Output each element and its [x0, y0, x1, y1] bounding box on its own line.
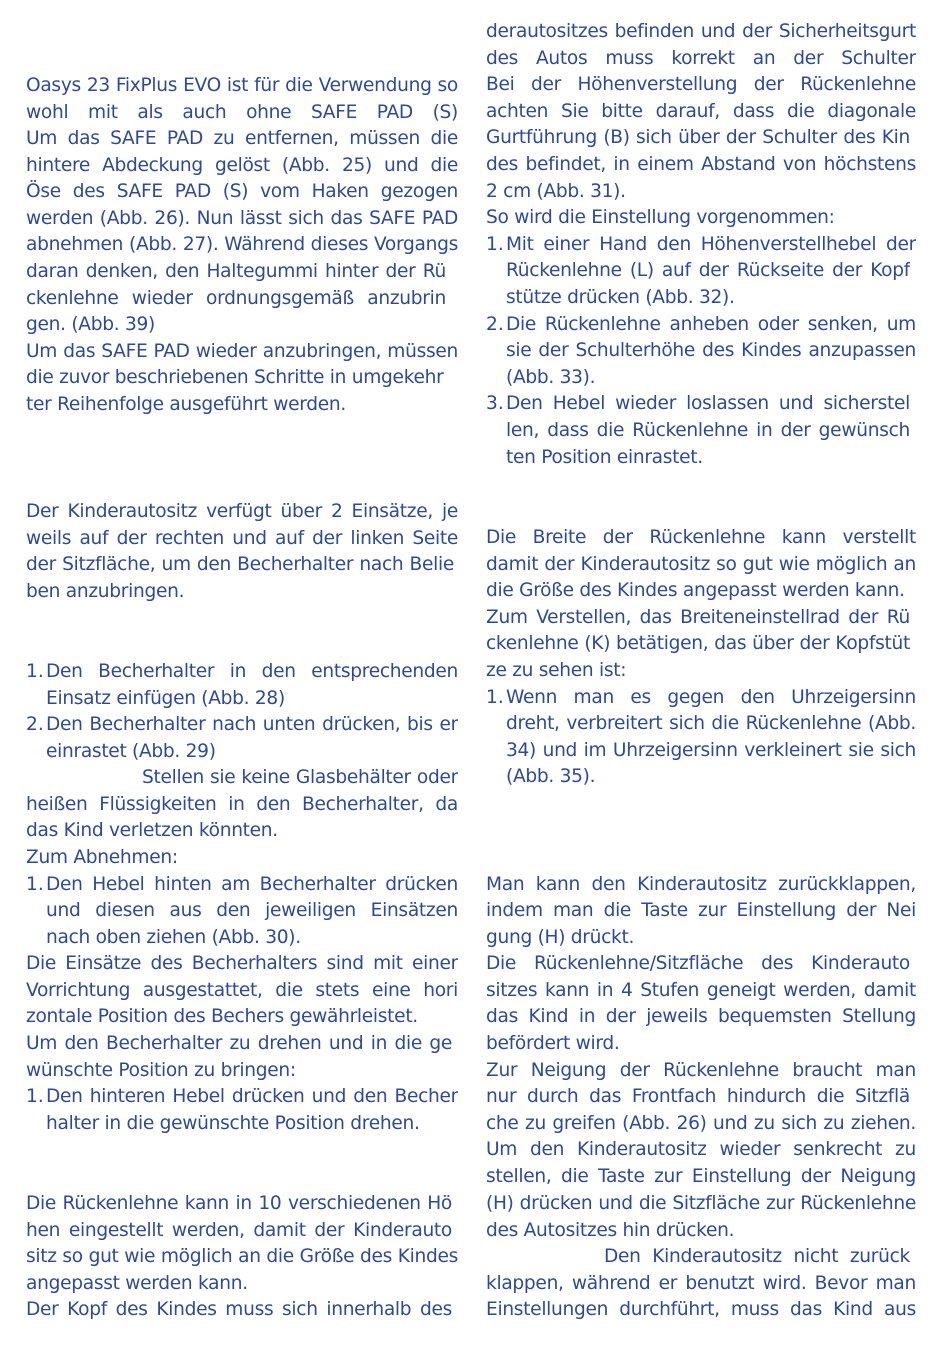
text-line: Öse des SAFE PAD (S) vom Haken gezogen: [26, 181, 458, 202]
text-line: Um das SAFE PAD zu entfernen, müssen die: [26, 128, 458, 149]
text-line: das Kind verletzen könnten.: [26, 820, 278, 841]
text-line: hen eingestellt werden, damit der Kinderauto: [26, 1220, 452, 1241]
text-line: das Kind in der jeweils bequemsten Stellung: [486, 1006, 916, 1027]
text-line: Den Kinderautositz nicht zurück: [604, 1246, 910, 1267]
text-line: Um das SAFE PAD wieder anzubringen, müssen: [26, 341, 458, 362]
text-line: die zuvor beschriebenen Schritte in umgekehr: [26, 367, 444, 388]
step-line: sie der Schulterhöhe des Kindes anzupassen: [506, 340, 916, 361]
step-line: ten Position einrastet.: [506, 447, 703, 468]
step-line: nach oben ziehen (Abb. 30).: [46, 927, 301, 948]
step-number: 1.: [486, 234, 504, 255]
text-line: ckenlehne (K) betätigen, das über der Kopfstüt: [486, 633, 910, 654]
text-line: klappen, während er benutzt wird. Bevor man: [486, 1273, 916, 1294]
text-line: achten Sie bitte darauf, dass die diagonale: [486, 101, 916, 122]
text-line: der Sitzfläche, um den Becherhalter nach Belie: [26, 554, 454, 575]
step-line: halter in die gewünschte Position drehen.: [46, 1113, 420, 1134]
text-line: Die Einsätze des Becherhalters sind mit einer: [26, 953, 458, 974]
step-line: (Abb. 33).: [506, 367, 596, 388]
text-line: werden (Abb. 26). Nun lässt sich das SAFE PAD: [26, 208, 458, 229]
step-line: stütze drücken (Abb. 32).: [506, 287, 735, 308]
step-line: Den Becherhalter nach unten drücken, bis er: [46, 714, 458, 735]
text-line: Zur Neigung der Rückenlehne braucht man: [486, 1060, 916, 1081]
step-line: Den Hebel wieder loslassen und sicherstel: [506, 393, 910, 414]
text-line: ter Reihenfolge ausgeführt werden.: [26, 394, 346, 415]
text-line: sitzes kann in 4 Stufen geneigt werden, damit: [486, 980, 916, 1001]
text-line: stellen, die Taste zur Einstellung der Neigung: [486, 1166, 916, 1187]
step-line: Den Becherhalter in den entsprechenden: [46, 661, 458, 682]
step-number: 2.: [486, 314, 504, 335]
step-number: 3.: [486, 393, 504, 414]
text-line: wohl mit als auch ohne SAFE PAD (S): [26, 102, 458, 123]
text-line: Man kann den Kinderautositz zurückklappen,: [486, 874, 916, 895]
step-number: 2.: [26, 714, 44, 735]
text-line: che zu greifen (Abb. 26) und zu sich zu ziehen.: [486, 1113, 916, 1134]
step-line: Den hinteren Hebel drücken und den Becher: [46, 1086, 458, 1107]
text-line: gen. (Abb. 39): [26, 314, 155, 335]
step-number: 1.: [26, 874, 44, 895]
text-line: nur durch das Frontfach hindurch die Sitzflä: [486, 1086, 910, 1107]
step-line: Den Hebel hinten am Becherhalter drücken: [46, 874, 458, 895]
text-line: ze zu sehen ist:: [486, 660, 627, 681]
text-line: derautositzes befinden und der Sicherheitsgurt: [486, 21, 916, 42]
text-line: weils auf der rechten und auf der linken Seite: [26, 528, 458, 549]
text-line: Die Breite der Rückenlehne kann verstellt: [486, 527, 916, 548]
text-line: Einstellungen durchführt, muss das Kind aus: [486, 1299, 916, 1320]
remove-heading: Zum Abnehmen:: [26, 847, 178, 868]
step-line: Rückenlehne (L) auf der Rückseite der Kopf: [506, 260, 910, 281]
text-line: Der Kinderautositz verfügt über 2 Einsätze, je: [26, 501, 458, 522]
text-line: ckenlehne wieder ordnungsgemäß anzubrin: [26, 288, 446, 309]
text-line: daran denken, den Haltegummi hinter der Rü: [26, 261, 446, 282]
text-line: So wird die Einstellung vorgenommen:: [486, 207, 835, 228]
text-line: angepasst werden kann.: [26, 1273, 248, 1294]
text-line: Bei der Höhenverstellung der Rückenlehne: [486, 74, 916, 95]
step-line: dreht, verbreitert sich die Rückenlehne (Abb.: [506, 713, 916, 734]
text-line: Vorrichtung ausgestattet, die stets eine hori: [26, 980, 458, 1001]
text-line: hintere Abdeckung gelöst (Abb. 25) und die: [26, 155, 458, 176]
text-line: Stellen sie keine Glasbehälter oder: [142, 767, 458, 788]
text-line: zontale Position des Bechers gewährleistet.: [26, 1006, 418, 1027]
text-line: des Autos muss korrekt an der Schulter: [486, 48, 916, 69]
step-line: Die Rückenlehne anheben oder senken, um: [506, 314, 916, 335]
text-line: Die Rückenlehne/Sitzfläche des Kinderauto: [486, 953, 910, 974]
step-line: 34) und im Uhrzeigersinn verkleinert sie sich: [506, 740, 916, 761]
text-line: befördert wird.: [486, 1033, 620, 1054]
step-line: Wenn man es gegen den Uhrzeigersinn: [506, 687, 916, 708]
step-line: Einsatz einfügen (Abb. 28): [46, 688, 285, 709]
text-line: Die Rückenlehne kann in 10 verschiedenen Hö: [26, 1193, 452, 1214]
text-line: (H) drücken und die Sitzfläche zur Rückenlehne: [486, 1193, 916, 1214]
step-line: und diesen aus den jeweiligen Einsätzen: [46, 900, 458, 921]
step-line: len, dass die Rückenlehne in der gewünsch: [506, 420, 910, 441]
text-line: gung (H) drückt.: [486, 927, 635, 948]
text-line: abnehmen (Abb. 27). Während dieses Vorgangs: [26, 234, 458, 255]
text-line: Um den Becherhalter zu drehen und in die ge: [26, 1033, 452, 1054]
text-line: Um den Kinderautositz wieder senkrecht zu: [486, 1139, 916, 1160]
text-line: Gurtführung (B) sich über der Schulter des Kin: [486, 127, 910, 148]
step-line: (Abb. 35).: [506, 766, 596, 787]
step-number: 1.: [26, 661, 44, 682]
text-line: die Größe des Kindes angepasst werden kann.: [486, 580, 905, 601]
step-number: 1.: [26, 1086, 44, 1107]
text-line: des Autositzes hin drücken.: [486, 1220, 735, 1241]
step-line: Mit einer Hand den Höhenverstellhebel der: [506, 234, 916, 255]
step-number: 1.: [486, 687, 504, 708]
text-line: heißen Flüssigkeiten in den Becherhalter, da: [26, 794, 458, 815]
text-line: wünschte Position zu bringen:: [26, 1060, 296, 1081]
text-line: sitz so gut wie möglich an die Größe des Kindes: [26, 1246, 458, 1267]
text-line: 2 cm (Abb. 31).: [486, 181, 626, 202]
text-line: Zum Verstellen, das Breiteneinstellrad der Rü: [486, 607, 910, 628]
step-line: einrastet (Abb. 29): [46, 741, 216, 762]
text-line: damit der Kinderautositz so gut wie möglich an: [486, 554, 916, 575]
text-line: indem man die Taste zur Einstellung der Nei: [486, 900, 916, 921]
text-line: ben anzubringen.: [26, 581, 185, 602]
text-line: Oasys 23 FixPlus EVO ist für die Verwendung so: [26, 75, 458, 96]
text-line: des befindet, in einem Abstand von höchstens: [486, 154, 916, 175]
text-line: Der Kopf des Kindes muss sich innerhalb des: [26, 1299, 452, 1320]
